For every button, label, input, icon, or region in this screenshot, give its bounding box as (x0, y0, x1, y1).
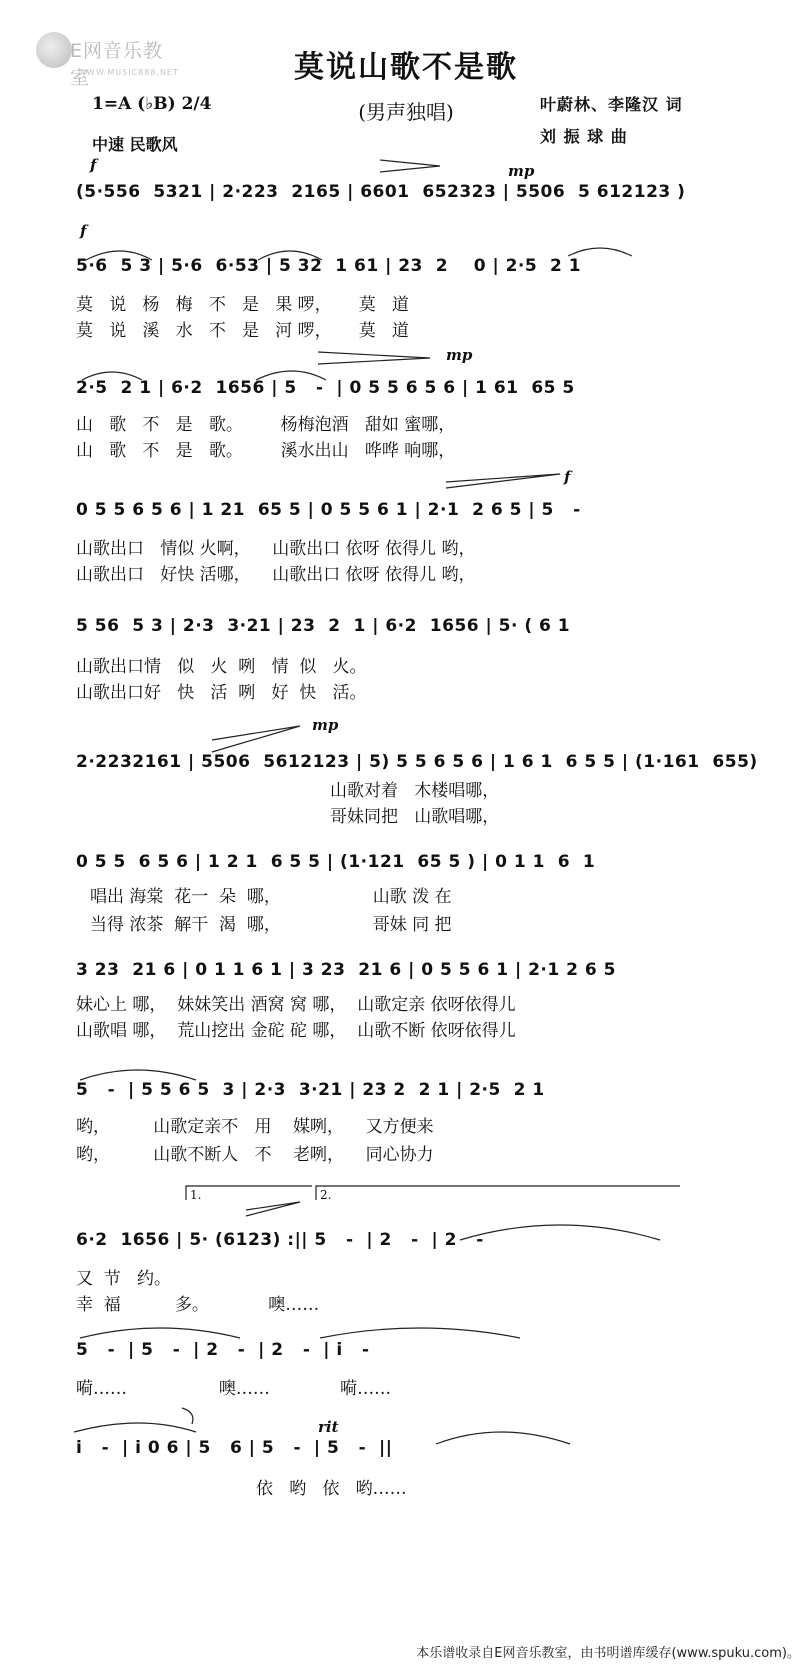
notation-system-5: 5 56 5 3 | 2·3 3·21 | 23 2 1 | 6·2 1656 | 5· ( 6 1 (76, 616, 571, 636)
lyric-verse-1: 妹心上 哪， 妹妹笑出 酒窝 窝 哪， 山歌定亲 依呀依得儿 (76, 995, 516, 1015)
lyric-verse-1: 山歌出口 情似 火啊， 山歌出口 依呀 依得儿 哟， (76, 539, 476, 559)
lyric-verse-1: 唱出 海棠 花一 朵 哪， 山歌 泼 在 (90, 887, 452, 907)
dynamic-mark: mp (508, 162, 535, 180)
composer-credit: 刘 振 球 曲 (540, 127, 628, 146)
dynamic-mark: rit (318, 1418, 339, 1436)
score-subtitle: (男声独唱) (358, 100, 454, 124)
crescendo-hairpin (246, 1202, 300, 1216)
lyric-verse-1: 山 歌 不 是 歌。 杨梅泡酒 甜如 蜜哪， (76, 415, 456, 435)
tie (80, 1070, 196, 1080)
notation-system-8: 3 23 21 6 | 0 1 1 6 1 | 3 23 21 6 | 0 5 5 6 1 | 2·1 2 6 5 (76, 960, 616, 980)
lyric-verse-2: 哟， 山歌不断人 不 老咧， 同心协力 (76, 1145, 434, 1165)
notation-system-2: 5·6 5 3 | 5·6 6·53 | 5 32 1 61 | 23 2 0 | 2·5 2 1 (76, 256, 582, 276)
lyric-verse-2: 山歌唱 哪， 荒山挖出 金砣 砣 哪， 山歌不断 依呀依得儿 (76, 1021, 516, 1041)
notation-system-6: 2·2232161 | 5506 5612123 | 5) 5 5 6 5 6 | 1 6 1 6 5 5 | (1·161 655) (76, 752, 758, 772)
tie (74, 1423, 196, 1432)
dynamic-mark: f (80, 222, 87, 240)
second-ending-label: 2. (320, 1188, 332, 1202)
footer-source-note: 本乐谱收录自E网音乐教室，由书明谱库缓存(www.spuku.com)。 (416, 1646, 800, 1661)
watermark-site: E网音乐教室 (70, 40, 164, 89)
tie (460, 1225, 660, 1240)
tie (436, 1432, 570, 1444)
dynamic-mark: f (564, 468, 571, 486)
lyricist-credit: 叶蔚林、李隆汉 词 (540, 95, 683, 114)
lyric-verse-1: 又 节 约。 (76, 1269, 172, 1289)
crescendo-hairpin (212, 726, 300, 752)
notation-system-11: 5 - | 5 - | 2 - | 2 - | i - (76, 1340, 370, 1360)
tie (320, 1328, 520, 1338)
lyric-verse-2: 哥妹同把 山歌唱哪， (330, 807, 500, 827)
arrow-icon (182, 1408, 193, 1424)
decrescendo-hairpin (318, 352, 430, 364)
lyric-line: 依 哟 依 哟…… (256, 1479, 407, 1499)
slur (258, 251, 322, 260)
notation-system-3: 2·5 2 1 | 6·2 1656 | 5 - | 0 5 5 6 5 6 | 1 61 65 5 (76, 378, 575, 398)
lyric-verse-2: 山 歌 不 是 歌。 溪水出山 哗哗 响哪， (76, 441, 456, 461)
key-signature: 1=A (♭B) 2/4 (92, 94, 212, 114)
lyric-verse-2: 幸 福 多。 噢…… (76, 1295, 320, 1315)
notation-system-12: i - | i 0 6 | 5 6 | 5 - | 5 - || (76, 1438, 393, 1458)
slur (86, 251, 152, 260)
lyric-verse-2: 山歌出口 好快 活哪， 山歌出口 依呀 依得儿 哟， (76, 565, 476, 585)
notation-system-7: 0 5 5 6 5 6 | 1 2 1 6 5 5 | (1·121 65 5 ) | 0 1 1 6 1 (76, 852, 596, 872)
crescendo-hairpin (446, 474, 560, 488)
lyric-verse-2: 莫 说 溪 水 不 是 河 啰， 莫 道 (76, 321, 409, 341)
score-title: 莫说山歌不是歌 (294, 50, 518, 85)
second-ending-bracket (316, 1186, 680, 1200)
first-ending-bracket (186, 1186, 312, 1200)
notation-system-1: (5·556 5321 | 2·223 2165 | 6601 652323 | 5506 5 612123 ) (76, 182, 686, 202)
notation-system-9: 5 - | 5 5 6 5 3 | 2·3 3·21 | 23 2 2 1 | 2·5 2 1 (76, 1080, 545, 1100)
lyric-verse-2: 山歌出口好 快 活 咧 好 快 活。 (76, 683, 367, 703)
dynamic-mark: f (90, 156, 97, 174)
watermark-url: WWW.MUSIC888.NET (78, 68, 179, 77)
tie (80, 1328, 240, 1338)
lyric-verse-1: 山歌对着 木楼唱哪， (330, 781, 500, 801)
decrescendo-hairpin (380, 160, 440, 172)
first-ending-label: 1. (190, 1188, 202, 1202)
slur (568, 248, 632, 256)
lyric-verse-1: 哟， 山歌定亲不 用 媒咧， 又方便来 (76, 1117, 434, 1137)
lyric-line: 嗬…… 噢…… 嗬…… (76, 1379, 392, 1399)
dynamic-mark: mp (446, 346, 473, 364)
dynamic-mark: mp (312, 716, 339, 734)
slur (82, 372, 142, 380)
lyric-verse-1: 莫 说 杨 梅 不 是 果 啰， 莫 道 (76, 295, 409, 315)
tempo-marking: 中速 民歌风 (92, 135, 178, 154)
notation-system-4: 0 5 5 6 5 6 | 1 21 65 5 | 0 5 5 6 1 | 2·1 2 6 5 | 5 - (76, 500, 581, 520)
lyric-verse-2: 当得 浓茶 解干 渴 哪， 哥妹 同 把 (90, 915, 452, 935)
notation-system-10: 6·2 1656 | 5· (6123) :|| 5 - | 2 - | 2 - (76, 1230, 484, 1250)
lyric-verse-1: 山歌出口情 似 火 咧 情 似 火。 (76, 657, 367, 677)
slur (256, 371, 326, 380)
